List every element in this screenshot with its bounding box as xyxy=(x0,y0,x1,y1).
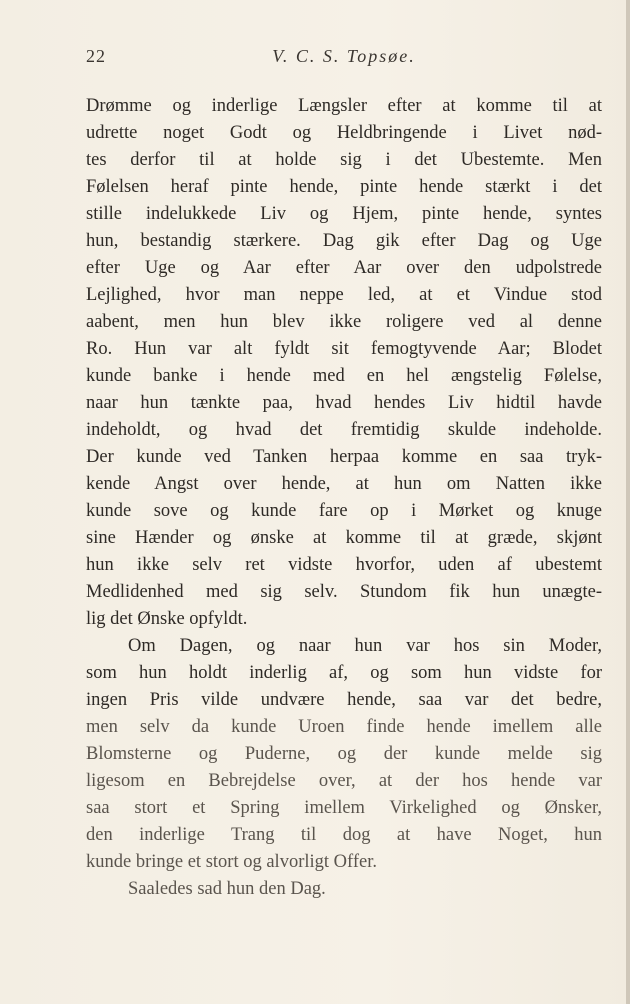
paragraph-end-line: kunde bringe et stort og alvorligt Offer. xyxy=(86,852,377,872)
text-line: hun ikke selv ret vidste hvorfor, uden af ubestemt xyxy=(86,555,602,575)
text-line: udrette noget Godt og Heldbringende i Livet nød- xyxy=(86,123,602,143)
text-line: Medlidenhed med sig selv. Stundom fik hun unægte- xyxy=(86,582,602,602)
text-line: som hun holdt inderlig af, og som hun vidste for xyxy=(86,663,602,683)
text-line: stille indelukkede Liv og Hjem, pinte hende, syntes xyxy=(86,204,602,224)
paragraph-start-line: Om Dagen, og naar hun var hos sin Moder, xyxy=(128,636,602,656)
text-line: naar hun tænkte paa, hvad hendes Liv hidtil havde xyxy=(86,393,602,413)
text-line: ingen Pris vilde undvære hende, saa var det bedre, xyxy=(86,690,602,710)
paragraph-start-line: Saaledes sad hun den Dag. xyxy=(128,879,326,899)
text-line: saa stort et Spring imellem Virkelighed og Ønsker, xyxy=(86,798,602,818)
text-line: Ro. Hun var alt fyldt sit femogtyvende Aar; Blodet xyxy=(86,339,602,359)
text-line: Drømme og inderlige Længsler efter at komme til at xyxy=(86,96,602,116)
page-number: 22 xyxy=(86,46,106,66)
text-line: kunde banke i hende med en hel ængstelig Følelse, xyxy=(86,366,602,386)
text-line: men selv da kunde Uroen finde hende imellem alle xyxy=(86,717,602,737)
text-line: Følelsen heraf pinte hende, pinte hende stærkt i det xyxy=(86,177,602,197)
text-line: Der kunde ved Tanken herpaa komme en saa tryk- xyxy=(86,447,602,467)
text-line: kunde sove og kunde fare op i Mørket og knuge xyxy=(86,501,602,521)
text-line: Lejlighed, hvor man neppe led, at et Vindue stod xyxy=(86,285,602,305)
page-edge xyxy=(626,0,630,1004)
text-line: ligesom en Bebrejdelse over, at der hos hende var xyxy=(86,771,602,791)
text-line: Blomsterne og Puderne, og der kunde melde sig xyxy=(86,744,602,764)
running-title: V. C. S. Topsøe. xyxy=(272,46,416,66)
text-line: sine Hænder og ønske at komme til at græde, skjønt xyxy=(86,528,602,548)
body-text xyxy=(86,93,602,903)
text-line: kende Angst over hende, at hun om Natten ikke xyxy=(86,474,602,494)
text-line: tes derfor til at holde sig i det Ubestemte. Men xyxy=(86,150,602,170)
text-line: efter Uge og Aar efter Aar over den udpolstrede xyxy=(86,258,602,278)
text-line: aabent, men hun blev ikke roligere ved al denne xyxy=(86,312,602,332)
text-line: den inderlige Trang til dog at have Noget, hun xyxy=(86,825,602,845)
text-line: hun, bestandig stærkere. Dag gik efter Dag og Uge xyxy=(86,231,602,251)
page-header xyxy=(86,46,602,72)
paragraph-end-line: lig det Ønske opfyldt. xyxy=(86,609,248,629)
text-line: indeholdt, og hvad det fremtidig skulde indeholde. xyxy=(86,420,602,440)
